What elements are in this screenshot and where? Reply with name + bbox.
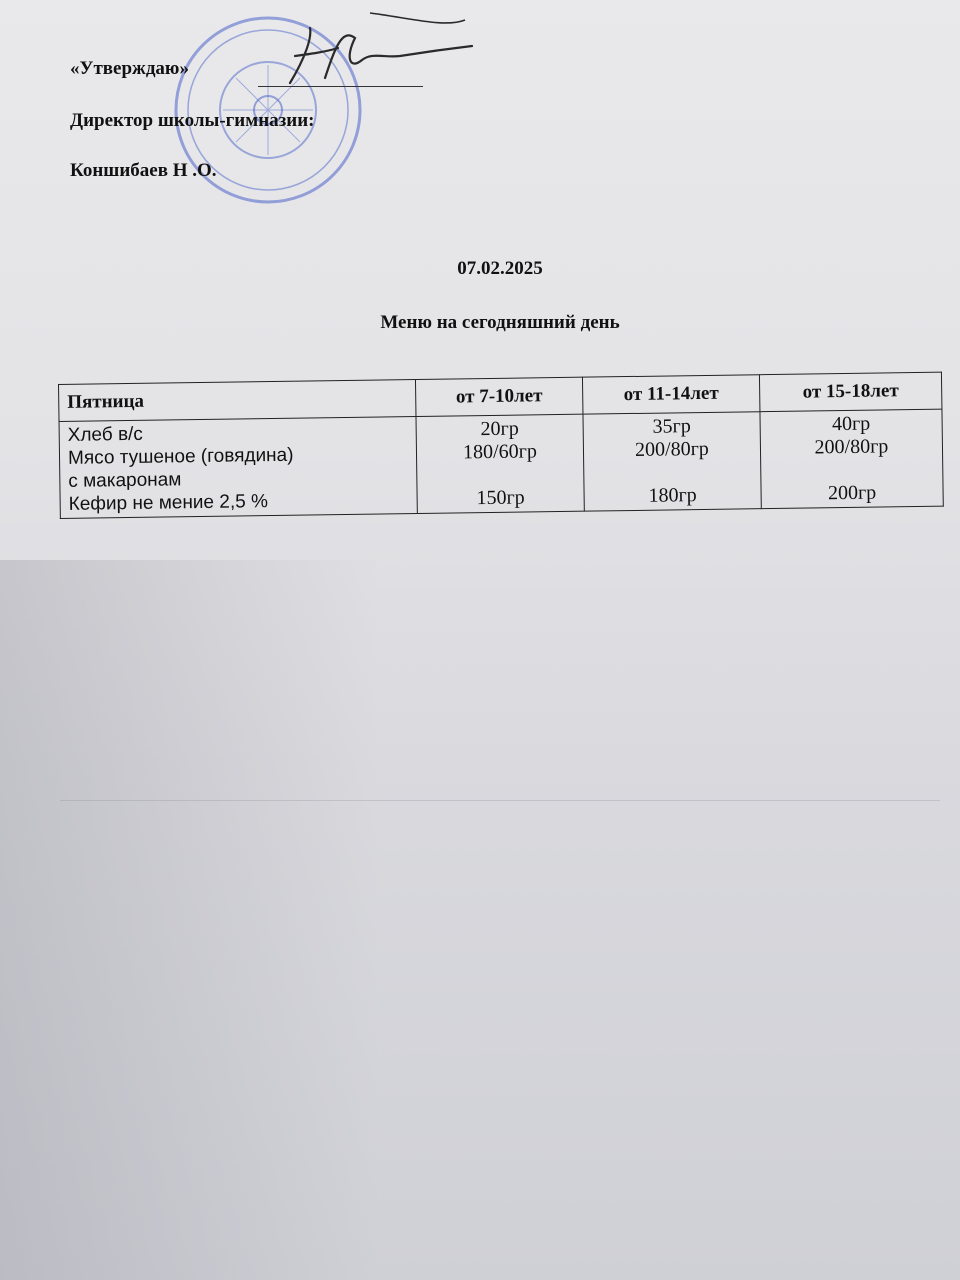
portion-cell-11-14 [583,412,761,511]
menu-item: Хлеб в/с [67,423,144,446]
portion-value: 180/60гр [462,440,538,464]
portion-value: 180гр [648,484,697,507]
column-header-age-7-10: от 7-10лет [415,377,583,416]
portion-value: 200/80гр [634,437,709,461]
portion-value: 20гр [480,417,519,441]
items-cell [59,417,417,519]
menu-table [58,372,944,519]
approve-label: «Утверждаю» [70,58,189,79]
portion-value: 150гр [476,486,525,510]
document-title: Меню на сегодняшний день [380,312,620,333]
column-header-age-15-18: от 15-18лет [759,372,941,412]
menu-item: Мясо тушеное (говядина) [67,444,294,469]
portion-value [425,463,575,488]
director-name: Коншибаев Н .О. [70,160,217,181]
portion-value: 200/80гр [814,435,889,459]
table-row [59,409,943,518]
director-title: Директор школы-гимназии: [70,110,315,131]
column-header-day: Пятница [59,380,416,422]
portion-value: 200гр [827,481,877,505]
signature-icon [250,8,480,98]
portion-value [592,460,752,485]
portion-value [769,458,934,483]
bleed-through-table [60,800,940,973]
menu-item: Кефир не мение 2,5 % [68,491,269,515]
portion-cell-7-10 [416,414,584,513]
portion-cell-15-18 [760,409,943,509]
signature-line [258,86,423,87]
document-date: 07.02.2025 [457,258,543,279]
portion-value: 40гр [831,412,871,436]
portion-value: 35гр [652,415,691,438]
menu-item: с макаронам [68,469,182,492]
column-header-age-11-14: от 11-14лет [582,375,759,414]
